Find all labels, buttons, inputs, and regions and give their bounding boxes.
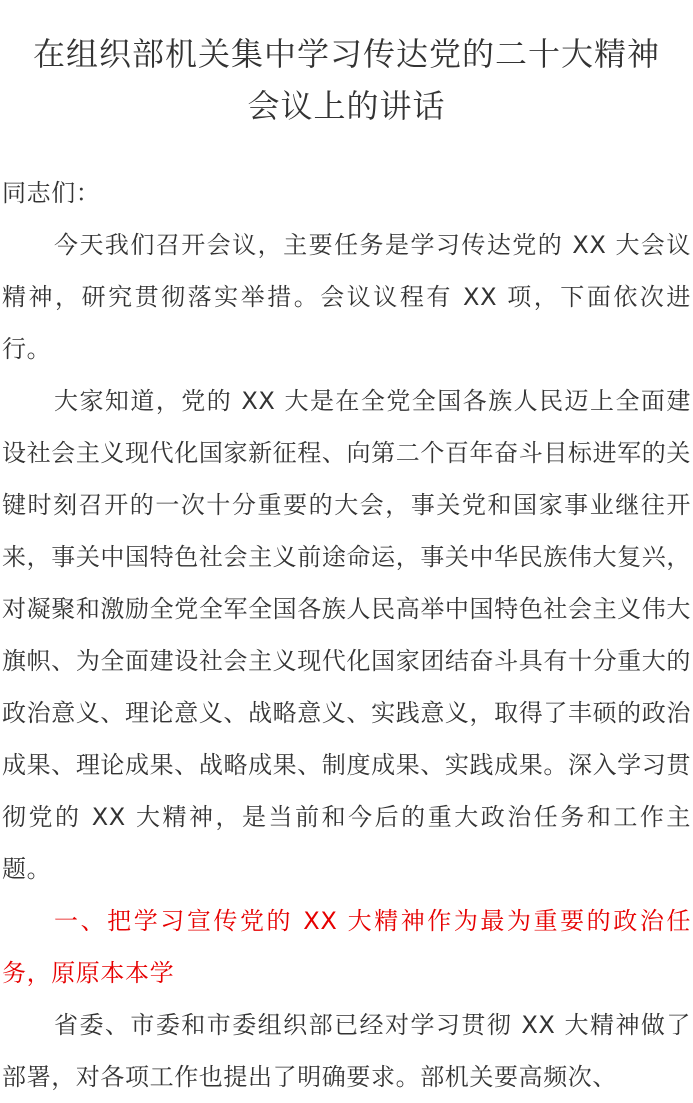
- salutation: 同志们：: [2, 179, 101, 207]
- title-line-2: 会议上的讲话: [247, 87, 446, 125]
- paragraph-opening: 今天我们召开会议，主要任务是学习传达党的 XX 大会议精神，研究贯彻落实举措。会议议程有 XX 项，下面依次进行。: [2, 231, 691, 363]
- paragraph-section-1: 省委、市委和市委组织部已经对学习贯彻 XX 大精神做了部署，对各项工作也提出了明确要求。部机关要高频次、: [2, 1011, 691, 1091]
- document-title: [2, 0, 691, 132]
- title-line-1: 在组织部机关集中学习传达党的二十大精神: [32, 35, 660, 73]
- document-body: [2, 167, 691, 1103]
- section-heading-1: 一、把学习宣传党的 XX 大精神作为最为重要的政治任务，原原本本学: [2, 907, 691, 987]
- paragraph-background: 大家知道，党的 XX 大是在全党全国各族人民迈上全面建设社会主义现代化国家新征程、向第二个百年奋斗目标进军的关键时刻召开的一次十分重要的大会，事关党和国家事业继往开来，事关中国特色社会主义前途命运，事关中华民族伟大复兴，对凝聚和激励全党全军全国各族人民高举中国特色社会主义伟大旗帜、为全面建设社会主义现代化国家团结奋斗具有十分重大的政治意义、理论意义、战略意义、实践意义，取得了丰硕的政治成果、理论成果、战略成果、制度成果、实践成果。深入学习贯彻党的 XX 大精神，是当前和今后的重大政治任务和工作主题。: [2, 387, 691, 883]
